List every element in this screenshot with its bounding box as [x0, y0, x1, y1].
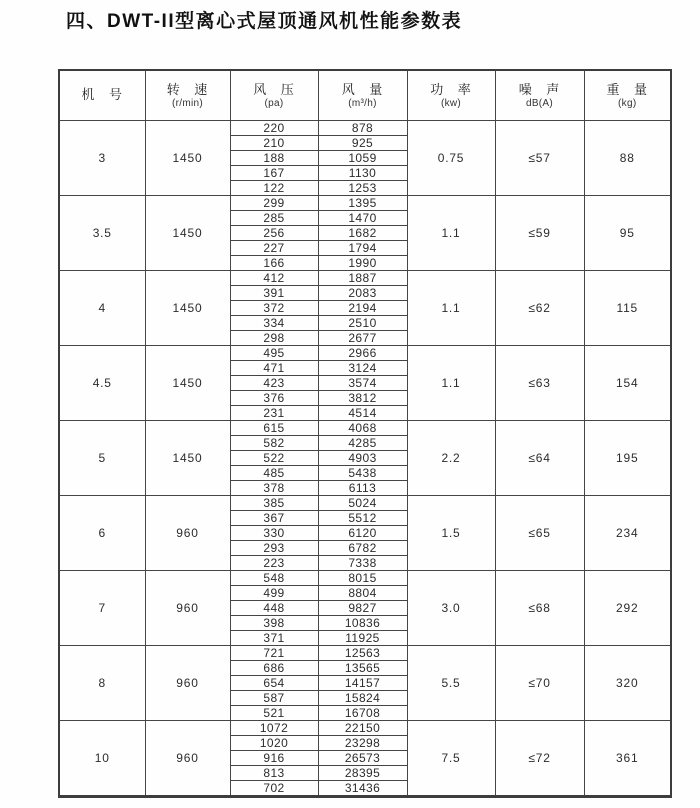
model-cell: 4.5 — [59, 345, 145, 420]
pressure-cell: 372 — [230, 300, 318, 315]
pressure-cell: 548 — [230, 570, 318, 585]
power-cell: 5.5 — [407, 645, 495, 720]
power-cell: 1.1 — [407, 345, 495, 420]
table-header — [59, 70, 671, 120]
noise-cell: ≤68 — [495, 570, 584, 645]
column-label: 功 率 — [430, 81, 472, 97]
column-sublabel: (m³/h) — [348, 97, 377, 109]
volume-cell: 925 — [318, 135, 407, 150]
pressure-cell: 499 — [230, 585, 318, 600]
volume-cell: 5438 — [318, 465, 407, 480]
volume-cell: 13565 — [318, 660, 407, 675]
table-body — [59, 120, 671, 796]
pressure-cell: 412 — [230, 270, 318, 285]
power-cell: 1.5 — [407, 495, 495, 570]
pressure-cell: 702 — [230, 780, 318, 796]
volume-cell: 4285 — [318, 435, 407, 450]
column-sublabel: (pa) — [264, 97, 284, 109]
pressure-cell: 721 — [230, 645, 318, 660]
table-row — [59, 345, 671, 360]
volume-cell: 878 — [318, 120, 407, 135]
pressure-cell: 391 — [230, 285, 318, 300]
pressure-cell: 166 — [230, 255, 318, 270]
pressure-cell: 122 — [230, 180, 318, 195]
pressure-cell: 916 — [230, 750, 318, 765]
volume-cell: 3812 — [318, 390, 407, 405]
speed-cell: 960 — [145, 495, 230, 570]
pressure-cell: 334 — [230, 315, 318, 330]
model-cell: 7 — [59, 570, 145, 645]
pressure-cell: 256 — [230, 225, 318, 240]
pressure-cell: 813 — [230, 765, 318, 780]
speed-cell: 1450 — [145, 120, 230, 195]
pressure-cell: 330 — [230, 525, 318, 540]
pressure-cell: 293 — [230, 540, 318, 555]
column-header-power — [407, 70, 495, 120]
column-label: 风 压 — [253, 81, 295, 97]
weight-cell: 292 — [584, 570, 671, 645]
column-sublabel: (kg) — [618, 97, 637, 109]
column-label: 噪 声 — [518, 81, 561, 97]
noise-cell: ≤59 — [495, 195, 584, 270]
column-header-pressure — [230, 70, 318, 120]
pressure-cell: 220 — [230, 120, 318, 135]
model-cell: 6 — [59, 495, 145, 570]
weight-cell: 95 — [584, 195, 671, 270]
pressure-cell: 227 — [230, 240, 318, 255]
pressure-cell: 376 — [230, 390, 318, 405]
column-sublabel: (r/min) — [172, 97, 203, 109]
volume-cell: 14157 — [318, 675, 407, 690]
pressure-cell: 298 — [230, 330, 318, 345]
volume-cell: 1794 — [318, 240, 407, 255]
pressure-cell: 167 — [230, 165, 318, 180]
pressure-cell: 1020 — [230, 735, 318, 750]
column-header-volume — [318, 70, 407, 120]
pressure-cell: 385 — [230, 495, 318, 510]
volume-cell: 1130 — [318, 165, 407, 180]
pressure-cell: 587 — [230, 690, 318, 705]
power-cell: 2.2 — [407, 420, 495, 495]
noise-cell: ≤65 — [495, 495, 584, 570]
volume-cell: 1253 — [318, 180, 407, 195]
volume-cell: 8804 — [318, 585, 407, 600]
volume-cell: 11925 — [318, 630, 407, 645]
weight-cell: 154 — [584, 345, 671, 420]
pressure-cell: 471 — [230, 360, 318, 375]
volume-cell: 22150 — [318, 720, 407, 735]
speed-cell: 1450 — [145, 195, 230, 270]
weight-cell: 195 — [584, 420, 671, 495]
column-label: 重 量 — [606, 81, 649, 97]
weight-cell: 234 — [584, 495, 671, 570]
weight-cell: 361 — [584, 720, 671, 796]
volume-cell: 1887 — [318, 270, 407, 285]
power-cell: 7.5 — [407, 720, 495, 796]
volume-cell: 28395 — [318, 765, 407, 780]
volume-cell: 8015 — [318, 570, 407, 585]
pressure-cell: 367 — [230, 510, 318, 525]
volume-cell: 4514 — [318, 405, 407, 420]
noise-cell: ≤72 — [495, 720, 584, 796]
model-cell: 5 — [59, 420, 145, 495]
speed-cell: 1450 — [145, 345, 230, 420]
pressure-cell: 210 — [230, 135, 318, 150]
volume-cell: 9827 — [318, 600, 407, 615]
volume-cell: 6120 — [318, 525, 407, 540]
table-row — [59, 570, 671, 585]
pressure-cell: 582 — [230, 435, 318, 450]
volume-cell: 15824 — [318, 690, 407, 705]
volume-cell: 1682 — [318, 225, 407, 240]
volume-cell: 1990 — [318, 255, 407, 270]
column-label: 风 量 — [341, 81, 384, 97]
pressure-cell: 1072 — [230, 720, 318, 735]
volume-cell: 1395 — [318, 195, 407, 210]
volume-cell: 6113 — [318, 480, 407, 495]
pressure-cell: 522 — [230, 450, 318, 465]
volume-cell: 2083 — [318, 285, 407, 300]
table-row — [59, 720, 671, 735]
pressure-cell: 654 — [230, 675, 318, 690]
pressure-cell: 495 — [230, 345, 318, 360]
noise-cell: ≤63 — [495, 345, 584, 420]
pressure-cell: 223 — [230, 555, 318, 570]
power-cell: 1.1 — [407, 195, 495, 270]
model-cell: 3.5 — [59, 195, 145, 270]
column-label: 转 速 — [166, 81, 209, 97]
volume-cell: 1059 — [318, 150, 407, 165]
pressure-cell: 448 — [230, 600, 318, 615]
speed-cell: 1450 — [145, 270, 230, 345]
model-cell: 3 — [59, 120, 145, 195]
volume-cell: 10836 — [318, 615, 407, 630]
model-cell: 8 — [59, 645, 145, 720]
speed-cell: 1450 — [145, 420, 230, 495]
volume-cell: 5512 — [318, 510, 407, 525]
volume-cell: 2677 — [318, 330, 407, 345]
volume-cell: 3574 — [318, 375, 407, 390]
volume-cell: 1470 — [318, 210, 407, 225]
column-header-noise — [495, 70, 584, 120]
table-row — [59, 195, 671, 210]
speed-cell: 960 — [145, 570, 230, 645]
pressure-cell: 299 — [230, 195, 318, 210]
pressure-cell: 378 — [230, 480, 318, 495]
column-header-speed — [145, 70, 230, 120]
table-row — [59, 495, 671, 510]
pressure-cell: 188 — [230, 150, 318, 165]
speed-cell: 960 — [145, 720, 230, 796]
weight-cell: 115 — [584, 270, 671, 345]
pressure-cell: 398 — [230, 615, 318, 630]
pressure-cell: 371 — [230, 630, 318, 645]
volume-cell: 4903 — [318, 450, 407, 465]
power-cell: 0.75 — [407, 120, 495, 195]
column-sublabel: dB(A) — [525, 97, 554, 109]
speed-cell: 960 — [145, 645, 230, 720]
model-cell: 4 — [59, 270, 145, 345]
noise-cell: ≤70 — [495, 645, 584, 720]
volume-cell: 2966 — [318, 345, 407, 360]
power-cell: 1.1 — [407, 270, 495, 345]
volume-cell: 12563 — [318, 645, 407, 660]
volume-cell: 5024 — [318, 495, 407, 510]
model-cell: 10 — [59, 720, 145, 796]
volume-cell: 7338 — [318, 555, 407, 570]
performance-table — [58, 69, 672, 798]
pressure-cell: 686 — [230, 660, 318, 675]
noise-cell: ≤57 — [495, 120, 584, 195]
header-row — [59, 70, 671, 120]
page-title: 四、DWT-II型离心式屋顶通风机性能参数表 — [66, 11, 463, 32]
volume-cell: 31436 — [318, 780, 407, 796]
volume-cell: 2510 — [318, 315, 407, 330]
pressure-cell: 485 — [230, 465, 318, 480]
volume-cell: 2194 — [318, 300, 407, 315]
table-row — [59, 270, 671, 285]
noise-cell: ≤64 — [495, 420, 584, 495]
column-sublabel: (kw) — [440, 97, 462, 109]
table-row — [59, 420, 671, 435]
table-row — [59, 120, 671, 135]
noise-cell: ≤62 — [495, 270, 584, 345]
column-label: 机 号 — [81, 87, 124, 103]
volume-cell: 6782 — [318, 540, 407, 555]
power-cell: 3.0 — [407, 570, 495, 645]
volume-cell: 26573 — [318, 750, 407, 765]
pressure-cell: 285 — [230, 210, 318, 225]
pressure-cell: 615 — [230, 420, 318, 435]
table-row — [59, 645, 671, 660]
volume-cell: 23298 — [318, 735, 407, 750]
column-header-weight — [584, 70, 671, 120]
pressure-cell: 423 — [230, 375, 318, 390]
volume-cell: 4068 — [318, 420, 407, 435]
column-header-model — [59, 70, 145, 120]
weight-cell: 320 — [584, 645, 671, 720]
volume-cell: 16708 — [318, 705, 407, 720]
pressure-cell: 521 — [230, 705, 318, 720]
pressure-cell: 231 — [230, 405, 318, 420]
volume-cell: 3124 — [318, 360, 407, 375]
weight-cell: 88 — [584, 120, 671, 195]
